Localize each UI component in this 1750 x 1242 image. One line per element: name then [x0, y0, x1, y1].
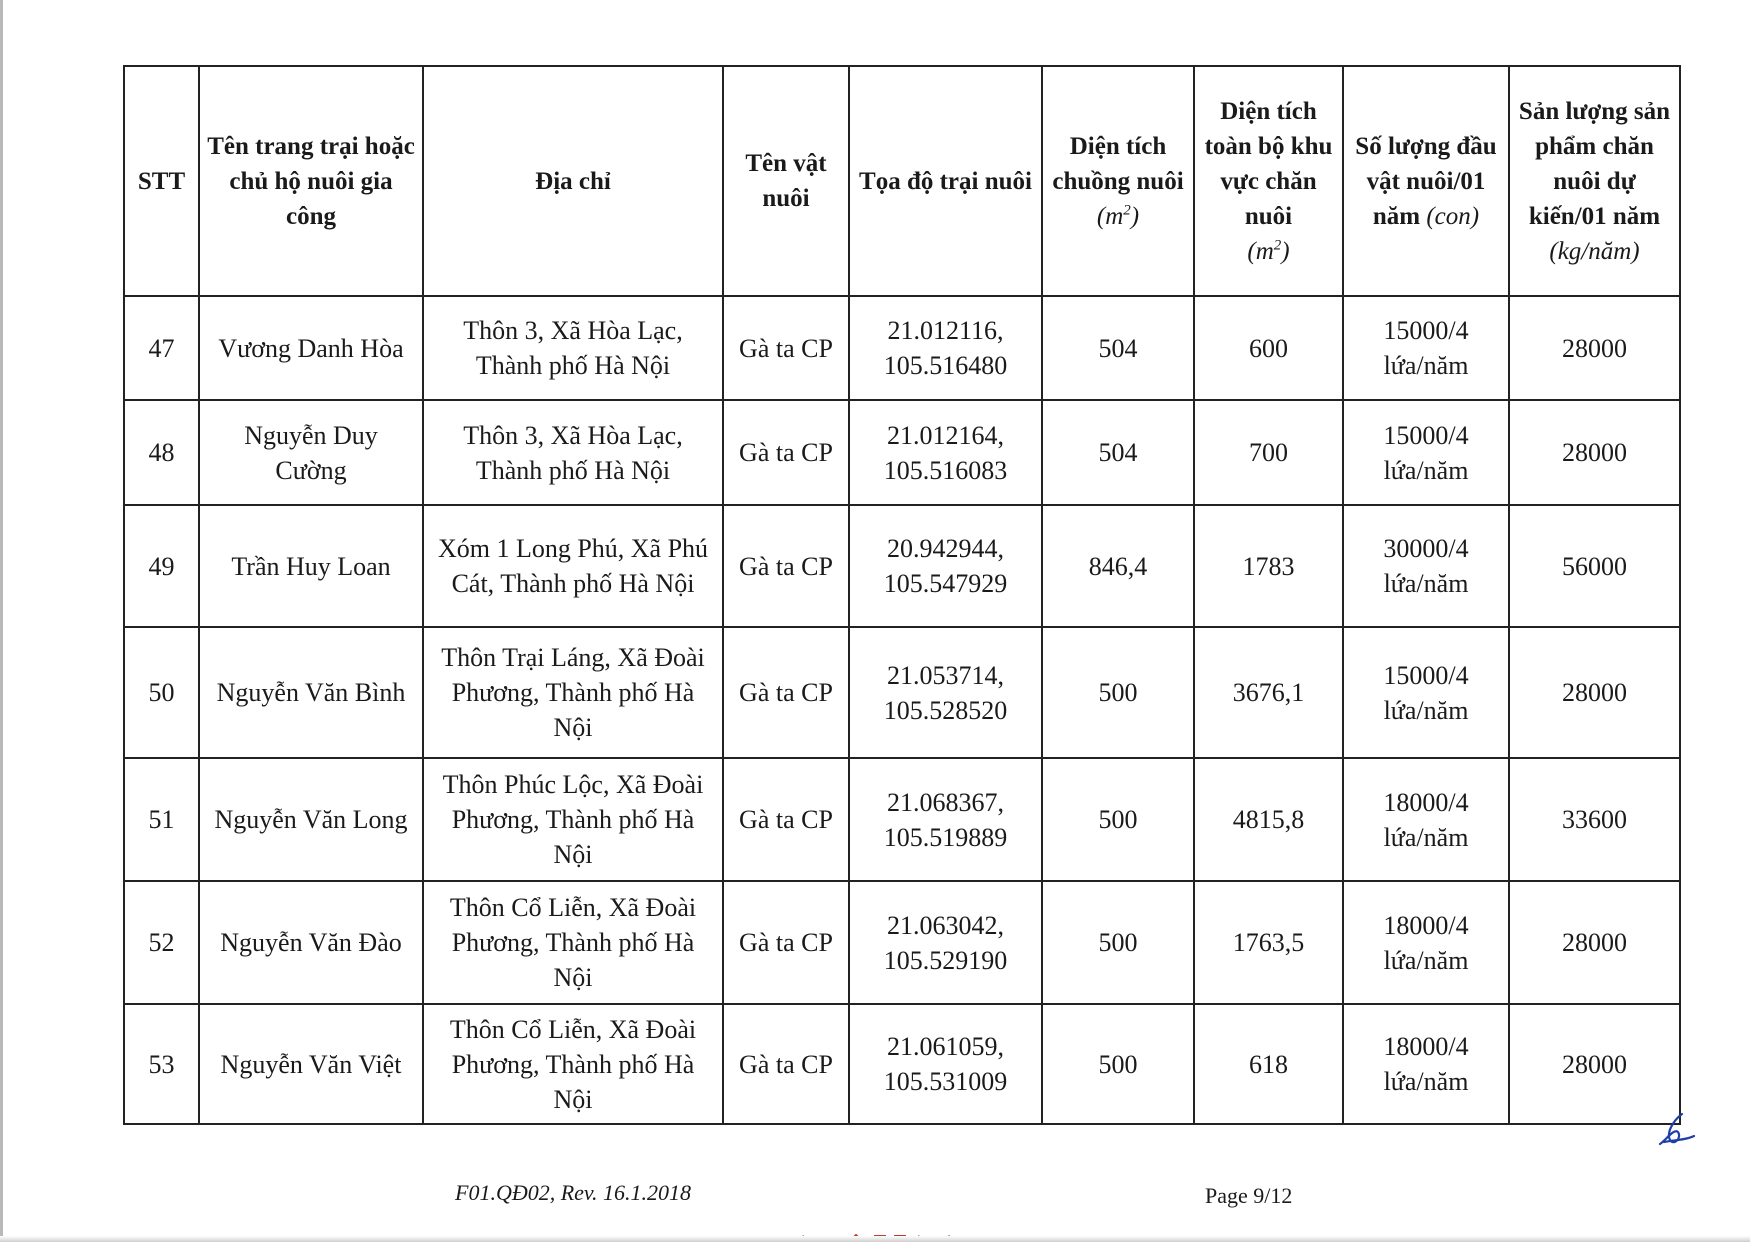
- table-row: [124, 505, 1680, 627]
- cell-output: 28000: [1509, 400, 1680, 505]
- cell-output: 28000: [1509, 1004, 1680, 1124]
- header-output: Sản lượng sản phẩm chăn nuôi dự kiến/01 năm (kg/năm): [1509, 66, 1680, 296]
- cell-barn-area: 504: [1042, 400, 1194, 505]
- cell-total-area: 1783: [1194, 505, 1343, 627]
- cell-coordinates: 21.012116, 105.516480: [849, 296, 1042, 400]
- cell-animal: Gà ta CP: [723, 758, 849, 881]
- cell-animal: Gà ta CP: [723, 505, 849, 627]
- cell-farm-name: Nguyễn Duy Cường: [199, 400, 423, 505]
- cell-head-count: 15000/4 lứa/năm: [1343, 296, 1509, 400]
- cell-output: 28000: [1509, 627, 1680, 758]
- cell-stt: 52: [124, 881, 199, 1004]
- cell-stt: 51: [124, 758, 199, 881]
- page-number: Page 9/12: [1205, 1183, 1293, 1208]
- cell-barn-area: 500: [1042, 627, 1194, 758]
- handwritten-initial-icon: [1656, 1110, 1696, 1150]
- header-head-count: Số lượng đầu vật nuôi/01 năm (con): [1343, 66, 1509, 296]
- cell-coordinates: 21.063042, 105.529190: [849, 881, 1042, 1004]
- cell-total-area: 700: [1194, 400, 1343, 505]
- cell-animal: Gà ta CP: [723, 627, 849, 758]
- cell-barn-area: 846,4: [1042, 505, 1194, 627]
- cell-output: 56000: [1509, 505, 1680, 627]
- cell-address: Xóm 1 Long Phú, Xã Phú Cát, Thành phố Hà Nội: [423, 505, 723, 627]
- table-row: [124, 1004, 1680, 1124]
- table-row: [124, 881, 1680, 1004]
- cell-stt: 53: [124, 1004, 199, 1124]
- header-total-area: Diện tích toàn bộ khu vực chăn nuôi $(m^2)$: [1194, 66, 1343, 296]
- cell-barn-area: 500: [1042, 758, 1194, 881]
- cell-animal: Gà ta CP: [723, 1004, 849, 1124]
- total-area-unit: $(m^2)$: [1247, 237, 1290, 265]
- cell-barn-area: 500: [1042, 881, 1194, 1004]
- output-unit: (kg/năm): [1549, 237, 1640, 265]
- cell-address: Thôn Phúc Lộc, Xã Đoài Phương, Thành phố Hà Nội: [423, 758, 723, 881]
- cell-barn-area: 504: [1042, 296, 1194, 400]
- cell-coordinates: 20.942944, 105.547929: [849, 505, 1042, 627]
- cell-farm-name: Nguyễn Văn Đào: [199, 881, 423, 1004]
- cell-head-count: 15000/4 lứa/năm: [1343, 627, 1509, 758]
- cell-address: Thôn 3, Xã Hòa Lạc, Thành phố Hà Nội: [423, 400, 723, 505]
- cell-coordinates: 21.053714, 105.528520: [849, 627, 1042, 758]
- cell-output: 28000: [1509, 296, 1680, 400]
- table-row: [124, 400, 1680, 505]
- table-header-row: [124, 66, 1680, 296]
- head-count-unit: (con): [1426, 202, 1480, 230]
- cell-address: Thôn Trại Láng, Xã Đoài Phương, Thành phố Hà Nội: [423, 627, 723, 758]
- header-address: Địa chỉ: [423, 66, 723, 296]
- table-row: [124, 627, 1680, 758]
- cell-farm-name: Nguyễn Văn Long: [199, 758, 423, 881]
- cell-total-area: 600: [1194, 296, 1343, 400]
- cell-stt: 49: [124, 505, 199, 627]
- cell-output: 28000: [1509, 881, 1680, 1004]
- cell-stt: 47: [124, 296, 199, 400]
- cell-total-area: 1763,5: [1194, 881, 1343, 1004]
- header-stt: STT: [124, 66, 199, 296]
- cell-total-area: 618: [1194, 1004, 1343, 1124]
- cell-total-area: 3676,1: [1194, 627, 1343, 758]
- cell-address: Thôn 3, Xã Hòa Lạc, Thành phố Hà Nội: [423, 296, 723, 400]
- cell-total-area: 4815,8: [1194, 758, 1343, 881]
- cell-head-count: 15000/4 lứa/năm: [1343, 400, 1509, 505]
- cell-coordinates: 21.068367, 105.519889: [849, 758, 1042, 881]
- cell-stt: 48: [124, 400, 199, 505]
- cell-coordinates: 21.061059, 105.531009: [849, 1004, 1042, 1124]
- cell-head-count: 18000/4 lứa/năm: [1343, 758, 1509, 881]
- header-barn-area: Diện tích chuồng nuôi $(m^2)$: [1042, 66, 1194, 296]
- cell-animal: Gà ta CP: [723, 881, 849, 1004]
- cell-stt: 50: [124, 627, 199, 758]
- cell-address: Thôn Cổ Liễn, Xã Đoài Phương, Thành phố Hà Nội: [423, 1004, 723, 1124]
- cell-farm-name: Nguyễn Văn Bình: [199, 627, 423, 758]
- cell-head-count: 18000/4 lứa/năm: [1343, 1004, 1509, 1124]
- header-coordinates: Tọa độ trại nuôi: [849, 66, 1042, 296]
- cell-barn-area: 500: [1042, 1004, 1194, 1124]
- header-animal: Tên vật nuôi: [723, 66, 849, 296]
- scan-bottom-edge: [0, 1236, 1750, 1242]
- cell-farm-name: Nguyễn Văn Việt: [199, 1004, 423, 1124]
- document-code: F01.QĐ02, Rev. 16.1.2018: [455, 1180, 692, 1205]
- cell-head-count: 30000/4 lứa/năm: [1343, 505, 1509, 627]
- barn-area-unit: $(m^2)$: [1096, 202, 1140, 230]
- cell-farm-name: Vương Danh Hòa: [199, 296, 423, 400]
- cell-output: 33600: [1509, 758, 1680, 881]
- scan-edge-line: [0, 0, 3, 1242]
- table-row: [124, 296, 1680, 400]
- cell-head-count: 18000/4 lứa/năm: [1343, 881, 1509, 1004]
- cell-animal: Gà ta CP: [723, 400, 849, 505]
- cell-animal: Gà ta CP: [723, 296, 849, 400]
- cell-address: Thôn Cổ Liễn, Xã Đoài Phương, Thành phố Hà Nội: [423, 881, 723, 1004]
- table-row: [124, 758, 1680, 881]
- farm-table: [123, 65, 1681, 1125]
- cell-farm-name: Trần Huy Loan: [199, 505, 423, 627]
- cell-coordinates: 21.012164, 105.516083: [849, 400, 1042, 505]
- header-farm-name: Tên trang trại hoặc chủ hộ nuôi gia công: [199, 66, 423, 296]
